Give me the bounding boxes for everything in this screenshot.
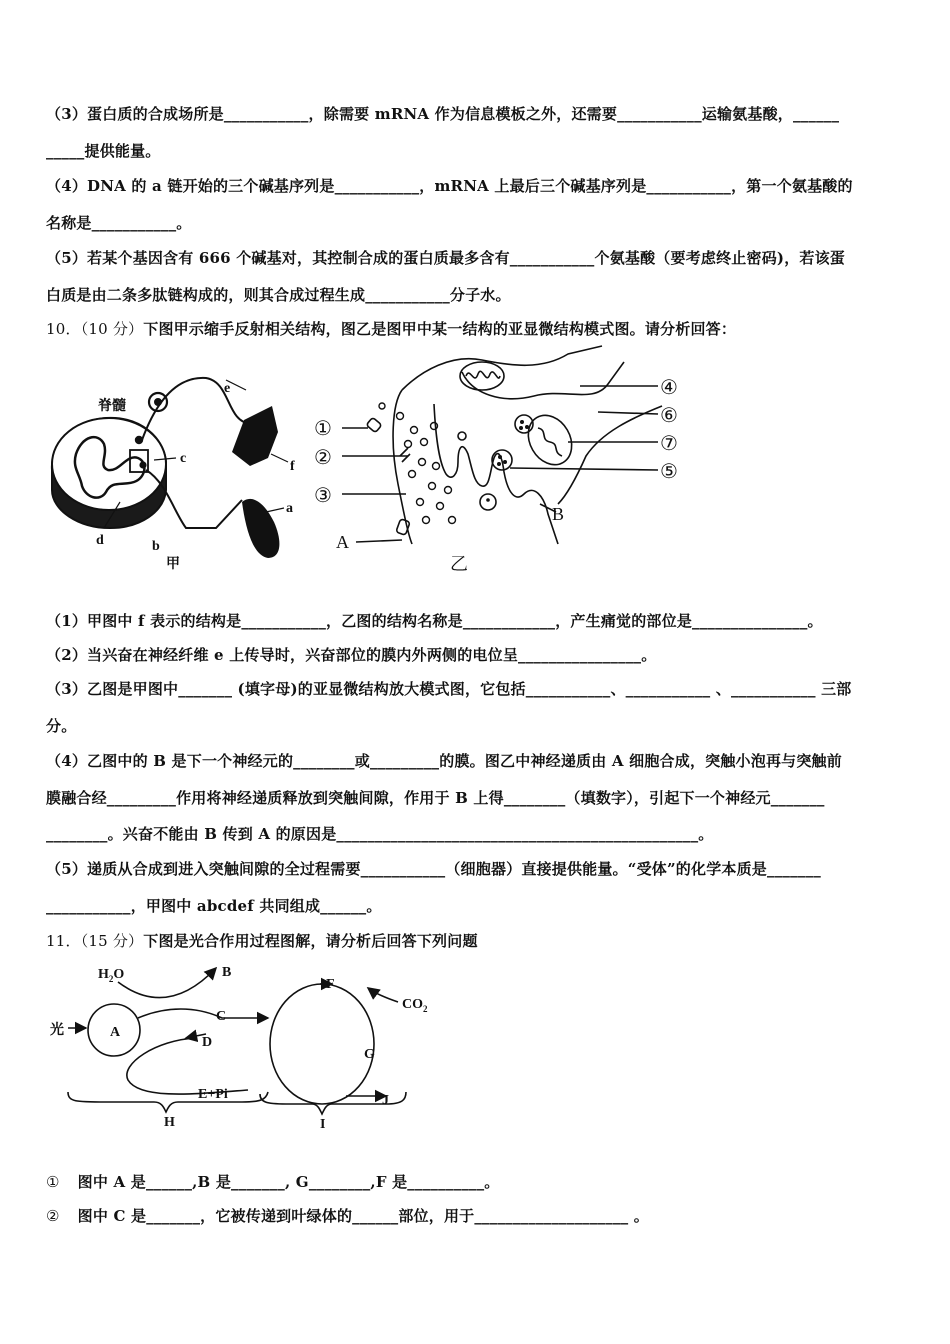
q9-part5-line1: （5）若某个基因含有 666 个碱基对，其控制合成的蛋白质最多含有___________个氨基酸（要考虑终止密码)，若该蛋 — [46, 249, 845, 267]
q11-number: 11． — [46, 932, 81, 950]
fig-ps-h2o — [98, 967, 124, 984]
fig-jia-label-e: e — [224, 381, 231, 396]
fig-yi-label-A: A — [336, 532, 349, 552]
fig-jia-caption: 甲 — [166, 557, 180, 572]
q11-item2 — [46, 1205, 649, 1226]
q10-part3-line2: 分。 — [46, 717, 77, 735]
q10-part4-line1: （4）乙图中的 B 是下一个神经元的________或_________的膜。图乙中神经递质由 A 细胞合成，突触小泡再与突触前 — [46, 752, 842, 770]
q10-part2: （2）当兴奋在神经纤维 e 上传导时，兴奋部位的膜内外两侧的电位呈________________。 — [46, 646, 657, 664]
fig-ps-co2-main: CO — [402, 997, 423, 1012]
fig-ps-label-C: C — [216, 1009, 227, 1024]
fig-ps-light: 光 — [50, 1023, 64, 1038]
q9-part3-line1: （3）蛋白质的合成场所是___________，除需要 mRNA 作为信息模板之外，还需要___________运输氨基酸，______ — [46, 105, 840, 123]
fig-ps-label-J: J — [382, 1093, 389, 1108]
fig-jia-label-f: f — [290, 459, 295, 474]
q10-header — [46, 318, 736, 339]
q11-item1 — [46, 1171, 500, 1192]
fig-ps-co2-sub: 2 — [423, 1004, 428, 1014]
fig-ps-h2o-h: H — [98, 967, 109, 982]
fig-yi-label-5: ⑤ — [660, 461, 678, 483]
q11-item2-text: 图中 C 是_______，它被传递到叶绿体的______部位，用于____________________ 。 — [77, 1207, 649, 1225]
fig-jia-label-a-pos: a — [286, 501, 293, 516]
q9-part4-line1: （4）DNA 的 a 链开始的三个碱基序列是___________，mRNA 上最后三个碱基序列是___________，第一个氨基酸的 — [46, 177, 853, 195]
q11-item1-text: 图中 A 是______,B 是_______, G________,F 是__________。 — [77, 1173, 500, 1191]
fig-ps-label-EPi: E+Pi — [198, 1087, 228, 1102]
q9-part4-line2: 名称是___________。 — [46, 214, 192, 232]
q10-part5-line2: ___________，甲图中 abcdef 共同组成______。 — [46, 897, 382, 915]
fig-ps-label-H: H — [164, 1115, 175, 1130]
q10-stem: 下图甲示缩手反射相关结构，图乙是图甲中某一结构的亚显微结构模式图。请分析回答： — [143, 320, 737, 338]
fig-ps-label-F: F — [326, 977, 335, 992]
fig-yi-caption: 乙 — [450, 554, 468, 574]
fig-ps-label-D: D — [202, 1035, 213, 1050]
fig-yi-label-7: ⑦ — [660, 433, 678, 455]
q10-part4-line2: 膜融合经_________作用将神经递质释放到突触间隙，作用于 B 上得________（填数字），引起下一个神经元_______ — [46, 789, 825, 807]
q11-points: （15 分） — [80, 932, 144, 950]
fig-ps-h2o-o: O — [113, 967, 125, 982]
q11-stem: 下图是光合作用过程图解，请分析后回答下列问题 — [143, 932, 478, 950]
fig-ps-label-G: G — [364, 1047, 375, 1062]
fig-yi-label-6: ⑥ — [660, 405, 678, 427]
fig-jia-spine-label: 脊髓 — [98, 399, 126, 414]
fig-jia-label-c: c — [180, 451, 187, 466]
q10-part5-line1: （5）递质从合成到进入突触间隙的全过程需要___________（细胞器）直接提供能量。“受体”的化学本质是_______ — [46, 860, 821, 878]
q10-part1: （1）甲图中 f 表示的结构是___________，乙图的结构名称是____________，产生痛觉的部位是_______________。 — [46, 612, 823, 630]
fig-yi-label-4: ④ — [660, 377, 678, 399]
fig-yi-label-3: ③ — [314, 485, 332, 507]
q10-points: （10 分） — [80, 320, 144, 338]
fig-ps-label-B: B — [222, 965, 232, 980]
q10-figure-reflex-arc — [46, 362, 316, 577]
q11-item1-marker: ① — [46, 1173, 60, 1191]
q9-part3-line2: _____提供能量。 — [46, 142, 161, 160]
fig-ps-label-I: I — [320, 1117, 326, 1132]
fig-jia-label-d: d — [96, 533, 104, 548]
fig-yi-label-1: ① — [314, 418, 332, 440]
fig-jia-label-b: b — [152, 539, 160, 554]
q11-figure-photosynthesis — [46, 960, 446, 1132]
q9-part5-line2: 白质是由二条多肽链构成的，则其合成过程生成___________分子水。 — [46, 286, 511, 304]
q10-figure-synapse — [312, 344, 702, 579]
fig-yi-label-B: B — [552, 504, 565, 524]
q10-number: 10． — [46, 320, 81, 338]
fig-yi-label-2: ② — [314, 447, 332, 469]
q10-part4-line3: ________。兴奋不能由 B 传到 A 的原因是_______________________________________________。 — [46, 825, 714, 843]
fig-ps-co2 — [402, 997, 428, 1014]
fig-ps-label-A: A — [110, 1025, 121, 1040]
q11-item2-marker: ② — [46, 1207, 60, 1225]
fig-ps-h2o-sub: 2 — [108, 974, 114, 984]
q10-part3-line1: （3）乙图是甲图中_______ (填字母)的亚显微结构放大模式图，它包括___________、___________ 、___________ 三部 — [46, 680, 852, 698]
q11-header — [46, 930, 478, 951]
